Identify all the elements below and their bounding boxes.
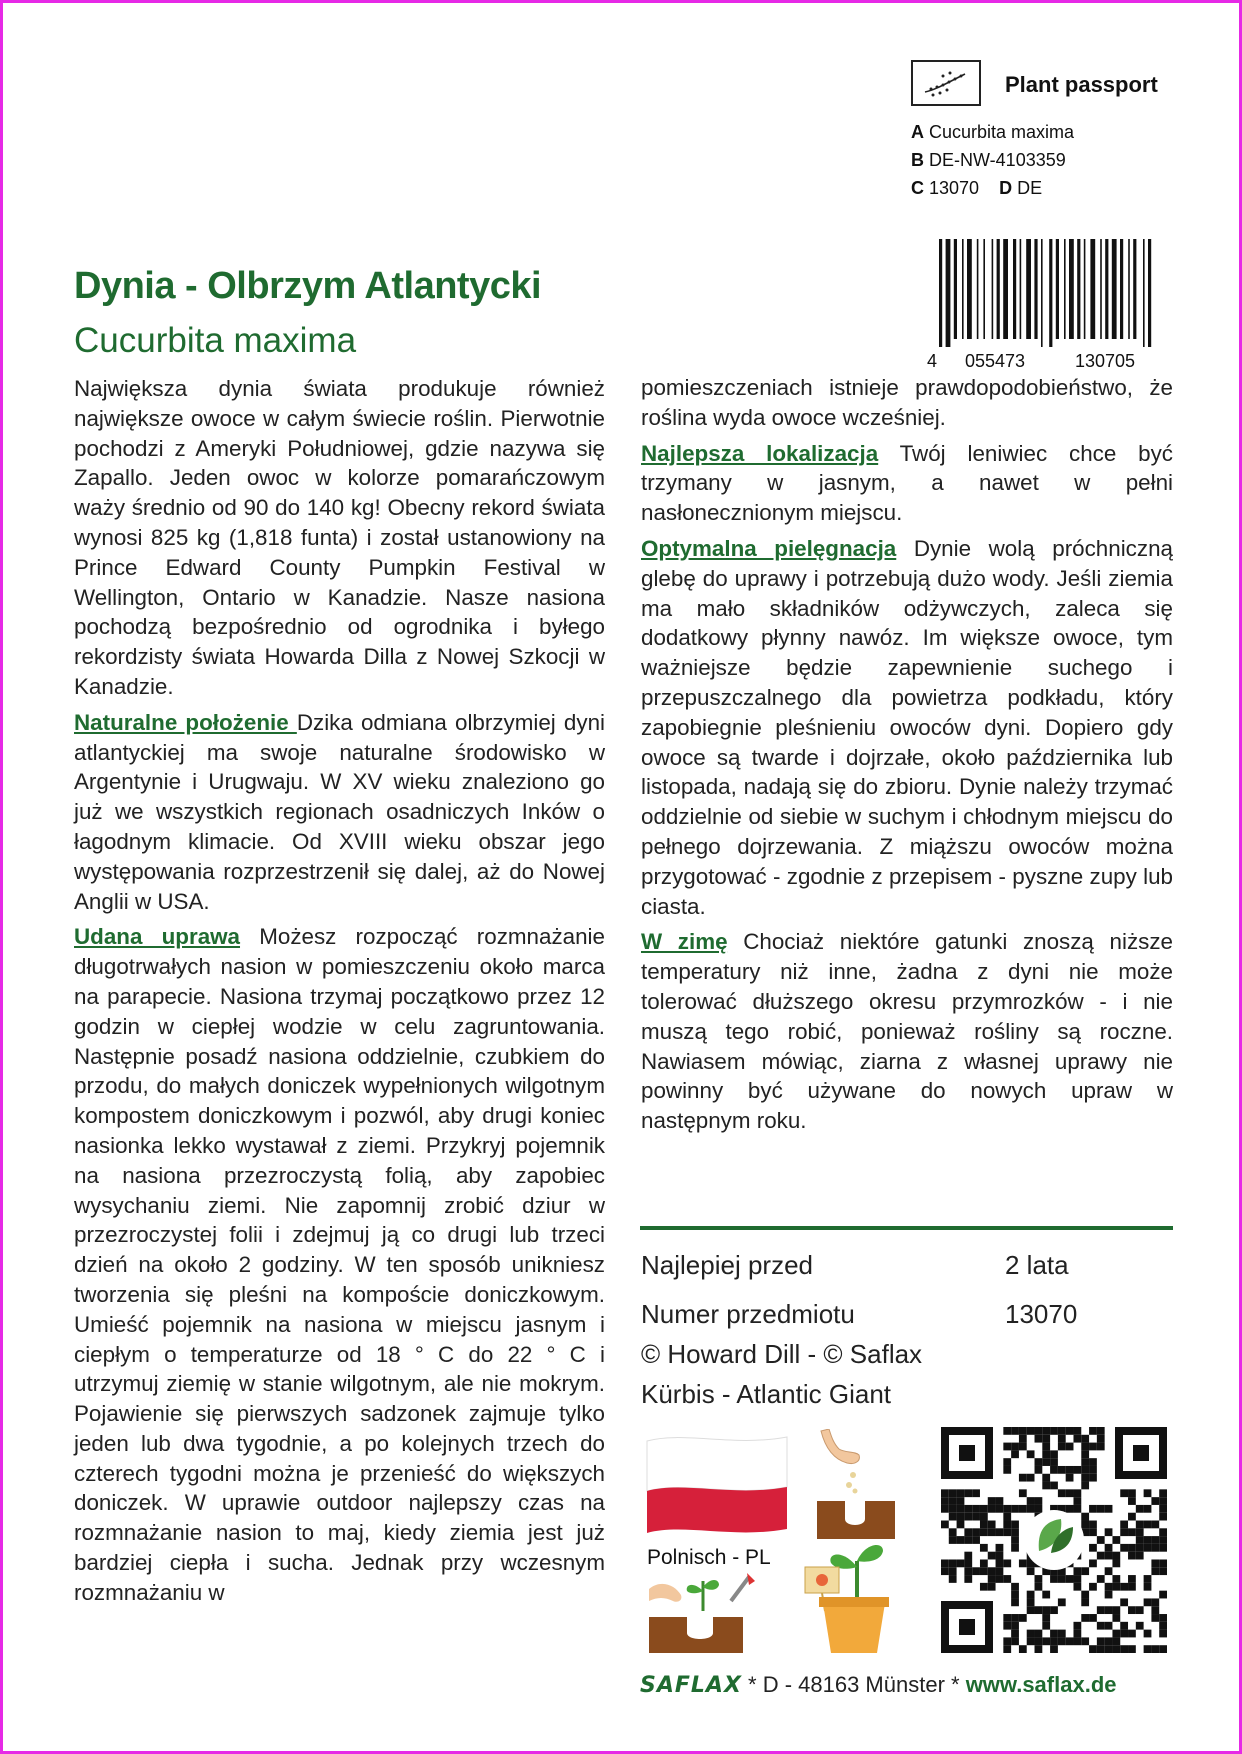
barcode-lead-digit: 4 <box>927 351 938 369</box>
footer-address: * D - 48163 Münster * <box>741 1672 966 1697</box>
plant-passport-details: A Cucurbita maxima B DE-NW-4103359 C 13070 D DE <box>911 122 1075 198</box>
passport-species: Cucurbita maxima <box>929 122 1075 142</box>
eu-organic-leaf-icon <box>911 60 981 106</box>
footer <box>640 1672 1117 1698</box>
plant-passport-title: Plant passport <box>1005 72 1158 97</box>
barcode-group-2: 130705 <box>1075 351 1136 369</box>
website-link[interactable]: www.saflax.de <box>965 1672 1117 1697</box>
barcode <box>925 239 1175 369</box>
language-label: Polnisch - PL <box>647 1546 771 1569</box>
winter-heading: W zimę <box>641 929 728 955</box>
location-paragraph: Najlepsza lokalizacja Twój leniwiec chce być trzymany w jasnym, a nawet w pełni nasłonecznionym miejscu. <box>641 440 1173 526</box>
passport-code: 13070 <box>929 178 980 198</box>
intro-paragraph: Największa dynia świata produkuje również największe owoce w całym świecie roślin. Pierwotnie pochodzi z Ameryki Południowej, gdzie nazywa się Zapallo. Jeden owoc w kolorze pomarańczowym waży średnio od 90 do 140 kg! Obecny rekord świata wynosi 825 kg (1,818 funta) i został ustanowiony na Prince Edward County Pumpkin Festival w Wellington, Ontario w Kanadzie. Nasze nasiona pochodzą bezpośrednio od ogrodnika i byłego rekordzisty świata Howarda Dilla z Nowej Szkocji w Kanadzie. <box>74 376 605 699</box>
flower-pot-icon <box>803 1531 899 1655</box>
description-left-column <box>74 374 605 1614</box>
cultivation-paragraph: Udana uprawa Możesz rozpocząć rozmnażanie długotrwałych nasion w pomieszczeniu około marca na parapecie. Nasiona trzymaj początkowo przez 12 godzin w ciepłej wodzie w celu zagruntowania. Następnie posadź nasiona oddzielnie, czubkiem do przodu, do małych doniczek wypełnionych wilgotnym kompostem doniczkowym i pozwól, aby drugi koniec nasionka lekko wystawał z ziemi. Przykryj pojemnik na nasiona przezroczystą folią, aby zapobiec wysychaniu ziemi. Nie zapomnij zrobić dziur w przezroczystej folii i zdejmuj ją co drugi lub trzeci dzień na około 2 godziny. W ten sposób unikniesz tworzenia się pleśni na kompoście doniczkowym. Umieść pojemnik na nasiona w miejscu jasnym i ciepłym o temperaturze od 18 ° C do 22 ° C i utrzymuj ziemię w stanie wilgotnym, ale nie mokrym. Pojawienie się pierwszych sadzonek zajmuje tylko jeden lub dwa tygodnie, a po kolejnych trzech do czterech tygodni można je przenieść do większych doniczek. W uprawie outdoor najlepszy czas na rozmnażanie nasion to maj, kiedy ziemia jest już bardziej ciepła i sucha. Jednak przy wczesnym rozmnażaniu w <box>74 924 605 1605</box>
product-title: Dynia - Olbrzym Atlantycki <box>74 265 542 307</box>
divider <box>640 1226 1173 1230</box>
german-name: Kürbis - Atlantic Giant <box>641 1379 891 1409</box>
cultivation-continued: pomieszczeniach istnieje prawdopodobieństwo, że roślina wyda owoce wcześniej. <box>641 375 1173 430</box>
passport-registration: DE-NW-4103359 <box>929 150 1066 170</box>
location-heading: Najlepsza lokalizacja <box>641 440 879 466</box>
product-latin-name: Cucurbita maxima <box>74 321 357 360</box>
care-paragraph: Optymalna pielęgnacja Dynie wolą próchniczną glebę do uprawy i potrzebują dużo wody. Jeśli ziemia ma mało składników odżywczych, zaleca się dodatkowy płynny nawóz. Im większe owoce, tym ważniejsze będzie zapewnienie suchego i przepuszczalnego dla powietrza podkładu, który zapobiegnie pleśnieniu owoców dyni. Dopiero gdy owoce są twarde i dojrzałe, około października lub listopada, nadają się do zbioru. Dynie należy trzymać oddzielnie od siebie w suchym i chłodnym miejscu do pełnego dojrzewania. Z miąższu owoców można przygotować - zgodnie z przepisem - pyszne zupy lub ciasta. <box>641 535 1173 919</box>
passport-country: DE <box>1017 178 1043 198</box>
item-number-label: Numer przedmiotu <box>641 1299 855 1329</box>
description-right-column <box>641 373 1173 1142</box>
seedling-transplant-icon <box>647 1571 759 1655</box>
natural-habitat-paragraph: Naturalne położenie Dzika odmiana olbrzymiej dyni atlantyckiej ma swoje naturalne środowisko w Argentynie i Urugwaju. W XV wieku znaleziono go już we wszystkich regionach osadniczych Inków o łagodnym klimacie. Od XVIII wieku obszar jego występowania rozprzestrzenił się dalej, aż do Nowej Anglii w USA. <box>74 709 605 914</box>
care-heading: Optymalna pielęgnacja <box>641 535 897 561</box>
brand-logo: SAFLAX <box>640 1673 742 1698</box>
barcode-group-1: 055473 <box>965 351 1026 369</box>
best-before-value: 2 lata <box>1005 1250 1069 1280</box>
winter-paragraph: W zimę Chociaż niektóre gatunki znoszą niższe temperatury niż inne, żadna z dyni nie może tolerować dłuższego okresu przymrozków - i nie muszą tego robić, ponieważ rośliny są roczne. Nawiasem mówiąc, ziarna z własnej uprawy nie powinny być używane do nowych upraw w następnym roku. <box>641 929 1174 1134</box>
qr-code-icon <box>941 1427 1167 1653</box>
cultivation-heading: Udana uprawa <box>74 924 241 950</box>
copyright: © Howard Dill - © Saflax <box>641 1339 923 1369</box>
best-before-label: Najlepiej przed <box>641 1250 813 1280</box>
sowing-hand-icon <box>815 1429 897 1541</box>
polish-flag-icon <box>643 1433 791 1541</box>
natural-habitat-heading: Naturalne położenie <box>74 709 297 735</box>
item-number-value: 13070 <box>1005 1299 1078 1329</box>
